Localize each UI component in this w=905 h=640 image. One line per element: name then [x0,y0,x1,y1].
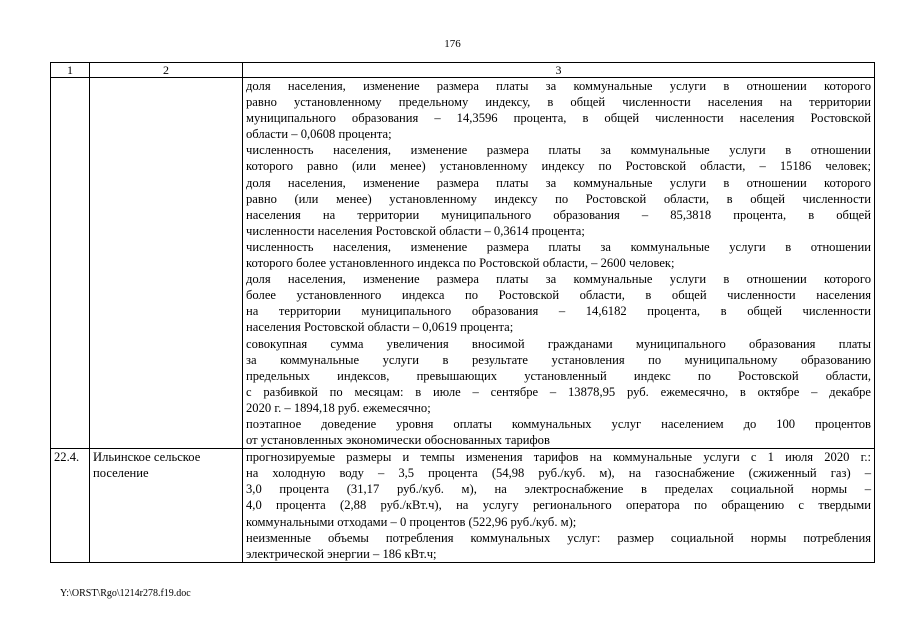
row-content-cell [243,449,875,563]
document-table [50,62,875,563]
text-line: 2020 г. – 1894,18 руб. ежемесячно; [246,400,431,415]
text-line: равно (или менее) установленному индексу по Ростовской области, в общей численности [246,191,871,206]
text-line: доля населения, изменение размера платы за коммунальные услуги в отношении которого [246,175,871,190]
text-line: муниципального образования – 14,3596 процента, в общей численности населения Ростовской [246,111,871,126]
text-line: области – 0,0608 процента; [246,127,392,142]
text-line: 3,0 процента (31,17 руб./куб. м), на электроснабжение в пределах социальной нормы – [246,482,871,497]
text-line: населения на территории муниципального образования – 85,3818 процента, в общей [246,207,871,222]
text-line: совокупная сумма увеличения вносимой гражданами муниципального образования платы [246,336,871,351]
table-row [51,449,875,563]
text-line: численность населения, изменение размера платы за коммунальные услуги в отношении [246,239,871,254]
row-number-cell: 22.4. [51,449,90,563]
table-row [51,78,875,449]
row-number-cell [51,78,90,449]
text-line: которого более установленного индекса по Ростовской области, – 2600 человек; [246,256,675,271]
row-name-cell [90,78,243,449]
table-header-row [51,63,875,78]
text-line: прогнозируемые размеры и темпы изменения тарифов на коммунальные услуги с 1 июля 2020 г.: [246,450,871,465]
text-line: от установленных экономически обоснованных тарифов [246,433,550,448]
text-line: которого равно (или менее) установленному индексу по Ростовской области, – 15186 человек; [246,159,871,174]
column-header-2: 2 [90,63,243,78]
row-name-cell: Ильинское сельское поселение [90,449,243,563]
text-line: доля населения, изменение размера платы за коммунальные услуги в отношении которого [246,79,871,93]
row-content-cell [243,78,875,449]
text-line: неизменные объемы потребления коммунальных услуг: размер социальной нормы потребления [246,530,871,545]
text-line: поэтапное доведение уровня оплаты коммунальных услуг населением до 100 процентов [246,416,871,431]
text-line: на холодную воду – 3,5 процента (54,98 руб./куб. м), на газоснабжение (сжиженный газ) – [246,466,871,481]
text-line: 4,0 процента (2,88 руб./кВт.ч), на услугу регионального оператора по обращению с твердыми [246,498,871,513]
text-line: с разбивкой по месяцам: в июле – сентябре – 13878,95 руб. ежемесячно, в октябре – декабре [246,384,871,399]
column-header-1: 1 [51,63,90,78]
column-header-3: 3 [243,63,875,78]
text-line: на территории муниципального образования – 14,6182 процента, в общей численности [246,304,871,319]
text-line: численность населения, изменение размера платы за коммунальные услуги в отношении [246,143,871,158]
text-line: доля населения, изменение размера платы за коммунальные услуги в отношении которого [246,272,871,287]
text-line: равно установленному предельному индексу, в общей численности населения на территории [246,95,871,110]
text-line: предельных индексов, превышающих установленный индекс по Ростовской области, [246,368,871,383]
text-line: более установленного индекса по Ростовской области, в общей численности населения [246,288,871,303]
file-path-footer: Y:\ORST\Rgo\1214r278.f19.doc [60,588,191,599]
text-line: населения Ростовской области – 0,0619 процента; [246,320,514,335]
text-line: численности населения Ростовской области – 0,3614 процента; [246,223,585,238]
text-line: электрической энергии – 186 кВт.ч; [246,546,437,561]
text-line: за коммунальные услуги в результате установления по муниципальному образованию [246,352,871,367]
text-line: коммунальными отходами – 0 процентов (522,96 руб./куб. м); [246,514,577,529]
page-number: 176 [444,38,461,50]
